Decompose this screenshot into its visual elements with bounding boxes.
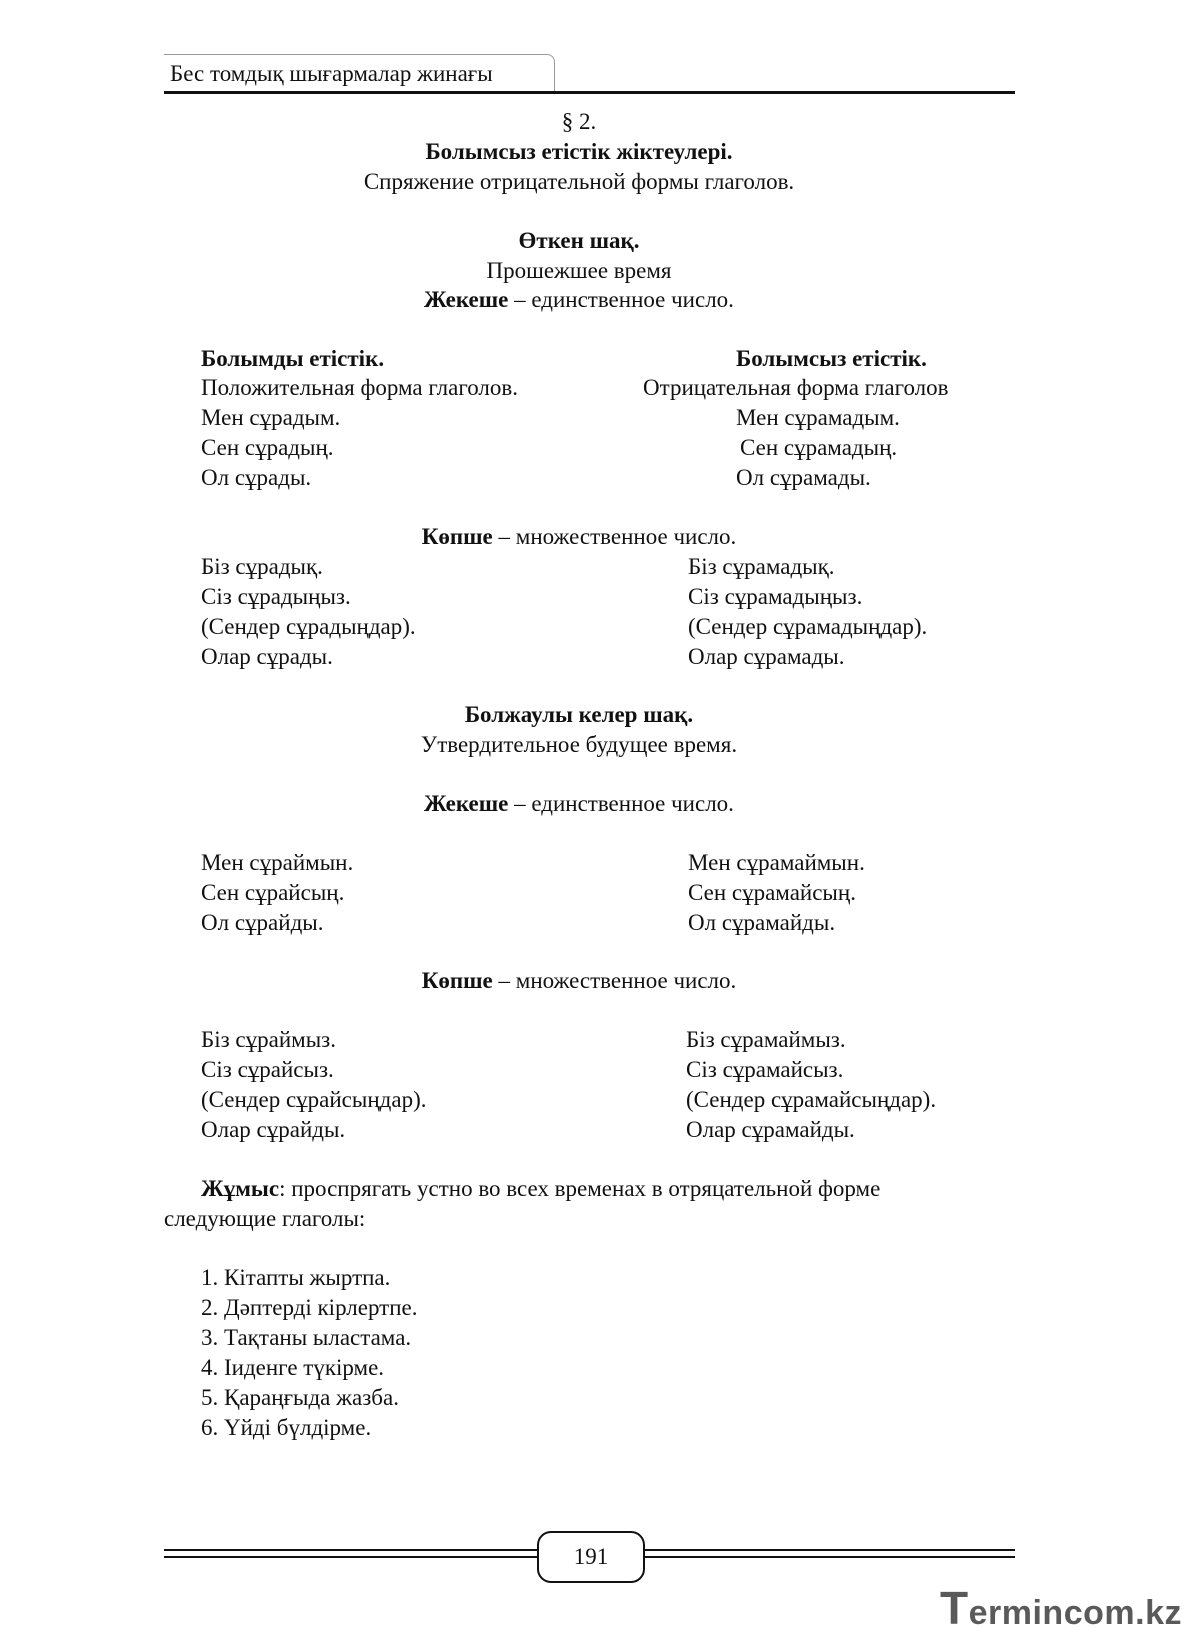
running-header-title: Бес томдық шығармалар жинағы xyxy=(170,61,493,86)
magnifier-icon: o xyxy=(1083,1594,1105,1632)
future-plural-right-2: Сіз сұрамайсыз. xyxy=(686,1057,844,1082)
future-subheading: Утвердительное будущее время. xyxy=(420,732,738,757)
page-number: 191 xyxy=(537,1531,645,1583)
past-singular-left-1: Мен сұрадым. xyxy=(201,405,341,430)
exercise-instruction-line-1: Жұмыс: проспрягать устно во всех временах в отряцательной форме xyxy=(201,1176,881,1201)
future-plural-left-1: Біз сұраймыз. xyxy=(201,1027,337,1052)
exercise-instruction-line-2: следующие глаголы: xyxy=(164,1206,366,1231)
past-plural-left-3: (Сендер сұрадыңдар). xyxy=(201,614,416,639)
future-singular-label: Жекеше – единственное число. xyxy=(424,791,734,816)
footer-rule-left-bottom xyxy=(164,1556,539,1558)
exercise-item-1: 1. Кітапты жыртпа. xyxy=(201,1265,391,1290)
future-singular-right-1: Мен сұрамаймын. xyxy=(688,850,865,875)
past-singular-label: Жекеше – единственное число. xyxy=(424,287,734,312)
past-plural-right-1: Біз сұрамадық. xyxy=(688,554,835,579)
header-rule xyxy=(164,91,1015,94)
past-plural-right-3: (Сендер сұрамадыңдар). xyxy=(688,614,928,639)
future-plural-right-3: (Сендер сұрамайсыңдар). xyxy=(686,1087,937,1112)
past-subheading: Прошежшее время xyxy=(486,258,672,283)
past-singular-right-1: Мен сұрамадым. xyxy=(736,405,900,430)
past-plural-left-1: Біз сұрадық. xyxy=(201,554,323,579)
section-subtitle: Спряжение отрицательной формы глаголов. xyxy=(363,169,795,194)
past-plural-right-2: Сіз сұрамадыңыз. xyxy=(688,584,863,609)
future-singular-right-2: Сен сұрамайсың. xyxy=(688,880,856,905)
future-singular-right-3: Ол сұрамайды. xyxy=(688,910,836,935)
footer-rule-right-top xyxy=(639,1549,1015,1551)
affirmative-column-subtitle: Положительная форма глаголов. xyxy=(201,375,518,400)
past-plural-label: Көпше – множественное число. xyxy=(421,524,737,549)
negative-column-subtitle: Отрицательная форма глаголов xyxy=(643,375,949,400)
future-plural-left-2: Сіз сұрайсыз. xyxy=(201,1057,334,1082)
future-singular-left-3: Ол сұрайды. xyxy=(201,910,324,935)
exercise-item-3: 3. Тақтаны ыластама. xyxy=(201,1325,412,1350)
past-singular-right-3: Ол сұрамады. xyxy=(736,465,871,490)
future-plural-label: Көпше – множественное число. xyxy=(421,968,737,993)
past-plural-left-2: Сіз сұрадыңыз. xyxy=(201,584,351,609)
future-heading: Болжаулы келер шақ. xyxy=(464,702,694,727)
exercise-item-6: 6. Үйді бүлдірме. xyxy=(201,1415,372,1440)
footer-rule-left-top xyxy=(164,1549,539,1551)
future-singular-left-1: Мен сұраймын. xyxy=(201,850,354,875)
past-plural-left-4: Олар сұрады. xyxy=(201,644,333,669)
past-plural-right-4: Олар сұрамады. xyxy=(688,644,845,669)
future-singular-left-2: Сен сұрайсың. xyxy=(201,880,345,905)
exercise-item-2: 2. Дәптерді кірлертпе. xyxy=(201,1295,418,1320)
future-plural-left-4: Олар сұрайды. xyxy=(201,1117,346,1142)
affirmative-column-heading: Болымды етістік. xyxy=(201,346,385,371)
terminkom-watermark-logo: Termincom.kz xyxy=(940,1582,1182,1634)
past-singular-left-3: Ол сұрады. xyxy=(201,465,312,490)
future-plural-right-4: Олар сұрамайды. xyxy=(686,1117,855,1142)
exercise-item-4: 4. Іиденге түкірме. xyxy=(201,1355,385,1380)
future-plural-left-3: (Сендер сұрайсыңдар). xyxy=(201,1087,427,1112)
section-number: § 2. xyxy=(561,109,597,134)
exercise-item-5: 5. Қараңғыда жазба. xyxy=(201,1385,399,1410)
negative-column-heading: Болымсыз етістік. xyxy=(736,346,927,371)
section-title: Болымсыз етістік жіктеулері. xyxy=(425,139,733,164)
footer-rule-right-bottom xyxy=(639,1556,1015,1558)
past-singular-left-2: Сен сұрадың. xyxy=(201,435,334,460)
past-heading: Өткен шақ. xyxy=(518,228,640,253)
past-singular-right-2: Сен сұрамадың. xyxy=(740,435,898,460)
future-plural-right-1: Біз сұрамаймыз. xyxy=(686,1027,846,1052)
